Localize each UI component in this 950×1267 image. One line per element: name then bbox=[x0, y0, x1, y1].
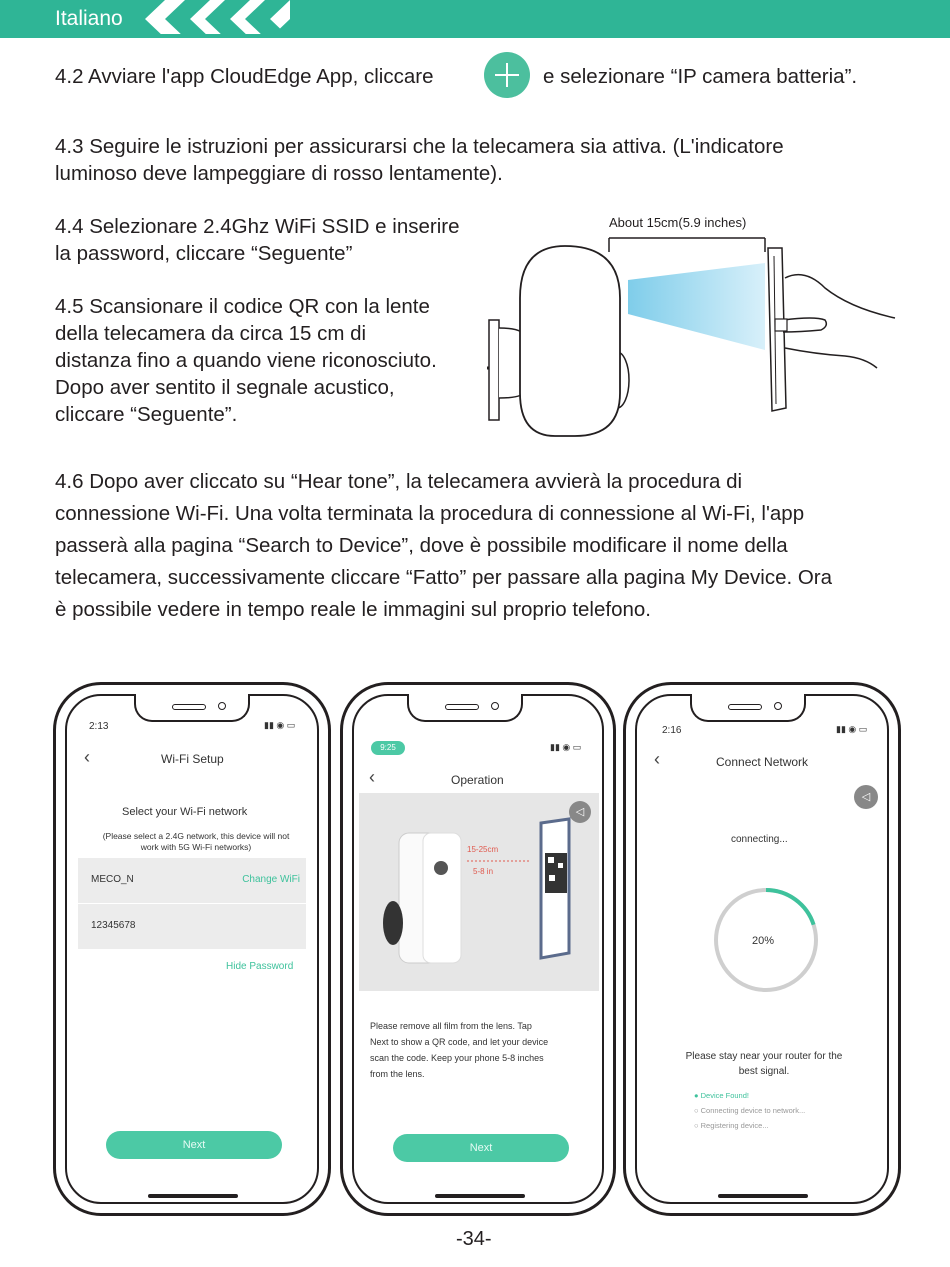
home-indicator bbox=[718, 1194, 808, 1198]
plus-icon bbox=[484, 52, 530, 98]
step-4-2-text-a: 4.2 Avviare l'app CloudEdge App, cliccare bbox=[55, 65, 434, 88]
phone-connect-network bbox=[623, 682, 901, 1216]
ssid-value: MECO_N bbox=[91, 874, 134, 885]
status-icons: ▮▮ ◉ ▭ bbox=[264, 720, 296, 730]
phone-notch bbox=[407, 694, 523, 722]
status-icons: ▮▮ ◉ ▭ bbox=[836, 724, 868, 734]
language-header-bar bbox=[0, 0, 950, 38]
step-4-5-text: 4.5 Scansionare il codice QR con la lente della telecamera da circa 15 cm di distanza fino a quando viene riconosciuto. Dopo aver sentito il segnale acustico, cliccare “Seguente”. bbox=[55, 295, 437, 426]
back-arrow-icon[interactable]: ‹ bbox=[654, 749, 660, 769]
back-arrow-icon[interactable]: ‹ bbox=[369, 767, 375, 787]
distance-label: About 15cm(5.9 inches) bbox=[609, 215, 747, 230]
camera-phone-graphic bbox=[379, 813, 589, 983]
home-indicator bbox=[148, 1194, 238, 1198]
step-4-6-text: 4.6 Dopo aver cliccato su “Hear tone”, la telecamera avvierà la procedura di connessione Wi-Fi. Una volta terminata la procedura di connessione al Wi-Fi, l'app passerà alla pagina “Search to Device”, dove è possibile modificare il nome della telecamera, successivamente cliccare “Fatto” per passare alla pagina My Device. Ora è possibile vedere in tempo reale le immagini sul proprio telefono. bbox=[55, 470, 833, 621]
status-time: 9:25 bbox=[371, 741, 405, 755]
page-number: -34- bbox=[456, 1228, 492, 1250]
connecting-status: connecting... bbox=[731, 834, 788, 845]
hide-password-link[interactable]: Hide Password bbox=[226, 961, 294, 972]
next-button[interactable]: Next bbox=[106, 1131, 282, 1159]
screen-title: Wi-Fi Setup bbox=[161, 752, 224, 766]
camera-scan-illustration bbox=[485, 208, 905, 440]
change-wifi-link[interactable]: Change WiFi bbox=[242, 874, 300, 885]
speaker-icon[interactable]: ◁ bbox=[569, 801, 591, 823]
back-arrow-icon[interactable]: ‹ bbox=[84, 747, 90, 767]
connection-steps bbox=[694, 1088, 805, 1133]
wifi-note: (Please select a 2.4G network, this device will not work with 5G Wi-Fi networks) bbox=[102, 831, 290, 852]
scan-illustration bbox=[359, 793, 599, 991]
password-value: 12345678 bbox=[91, 920, 136, 931]
next-button[interactable]: Next bbox=[393, 1134, 569, 1162]
step-4-2-text-b: e selezionare “IP camera batteria”. bbox=[543, 65, 858, 88]
distance-in-label: 5-8 in bbox=[473, 867, 494, 876]
step-4-3-text: 4.3 Seguire le istruzioni per assicurarsi che la telecamera sia attiva. (L'indicatore luminoso deve lampeggiare di rosso lentamente). bbox=[55, 135, 784, 185]
screen-title: Operation bbox=[451, 773, 504, 787]
screen-title: Connect Network bbox=[716, 755, 809, 769]
phone-wifi-setup bbox=[53, 682, 331, 1216]
scan-instructions: Please remove all film from the lens. Tap Next to show a QR code, and let your device scan the code. Keep your phone 5-8 inches from the lens. bbox=[370, 1021, 549, 1079]
phone-notch bbox=[134, 694, 250, 722]
step-device-found: ● Device Found! bbox=[694, 1091, 749, 1100]
router-hint: Please stay near your router for the best signal. bbox=[685, 1051, 843, 1077]
ssid-field[interactable] bbox=[78, 858, 306, 904]
password-field[interactable] bbox=[78, 904, 306, 949]
step-connecting: ○ Connecting device to network... bbox=[694, 1106, 806, 1115]
speaker-icon[interactable]: ◁ bbox=[854, 785, 878, 809]
home-indicator bbox=[435, 1194, 525, 1198]
phone-operation bbox=[340, 682, 616, 1216]
wifi-heading: Select your Wi-Fi network bbox=[122, 806, 248, 818]
status-time: 2:16 bbox=[662, 725, 682, 736]
language-label: Italiano bbox=[55, 7, 123, 30]
progress-label: 20% bbox=[752, 935, 775, 947]
status-time: 2:13 bbox=[89, 721, 109, 732]
distance-cm-label: 15-25cm bbox=[467, 845, 499, 854]
step-registering: ○ Registering device... bbox=[694, 1121, 769, 1130]
phone-notch bbox=[690, 694, 806, 722]
status-icons: ▮▮ ◉ ▭ bbox=[550, 742, 582, 752]
step-4-4-text: 4.4 Selezionare 2.4Ghz WiFi SSID e inserire la password, cliccare “Seguente” bbox=[55, 215, 460, 265]
